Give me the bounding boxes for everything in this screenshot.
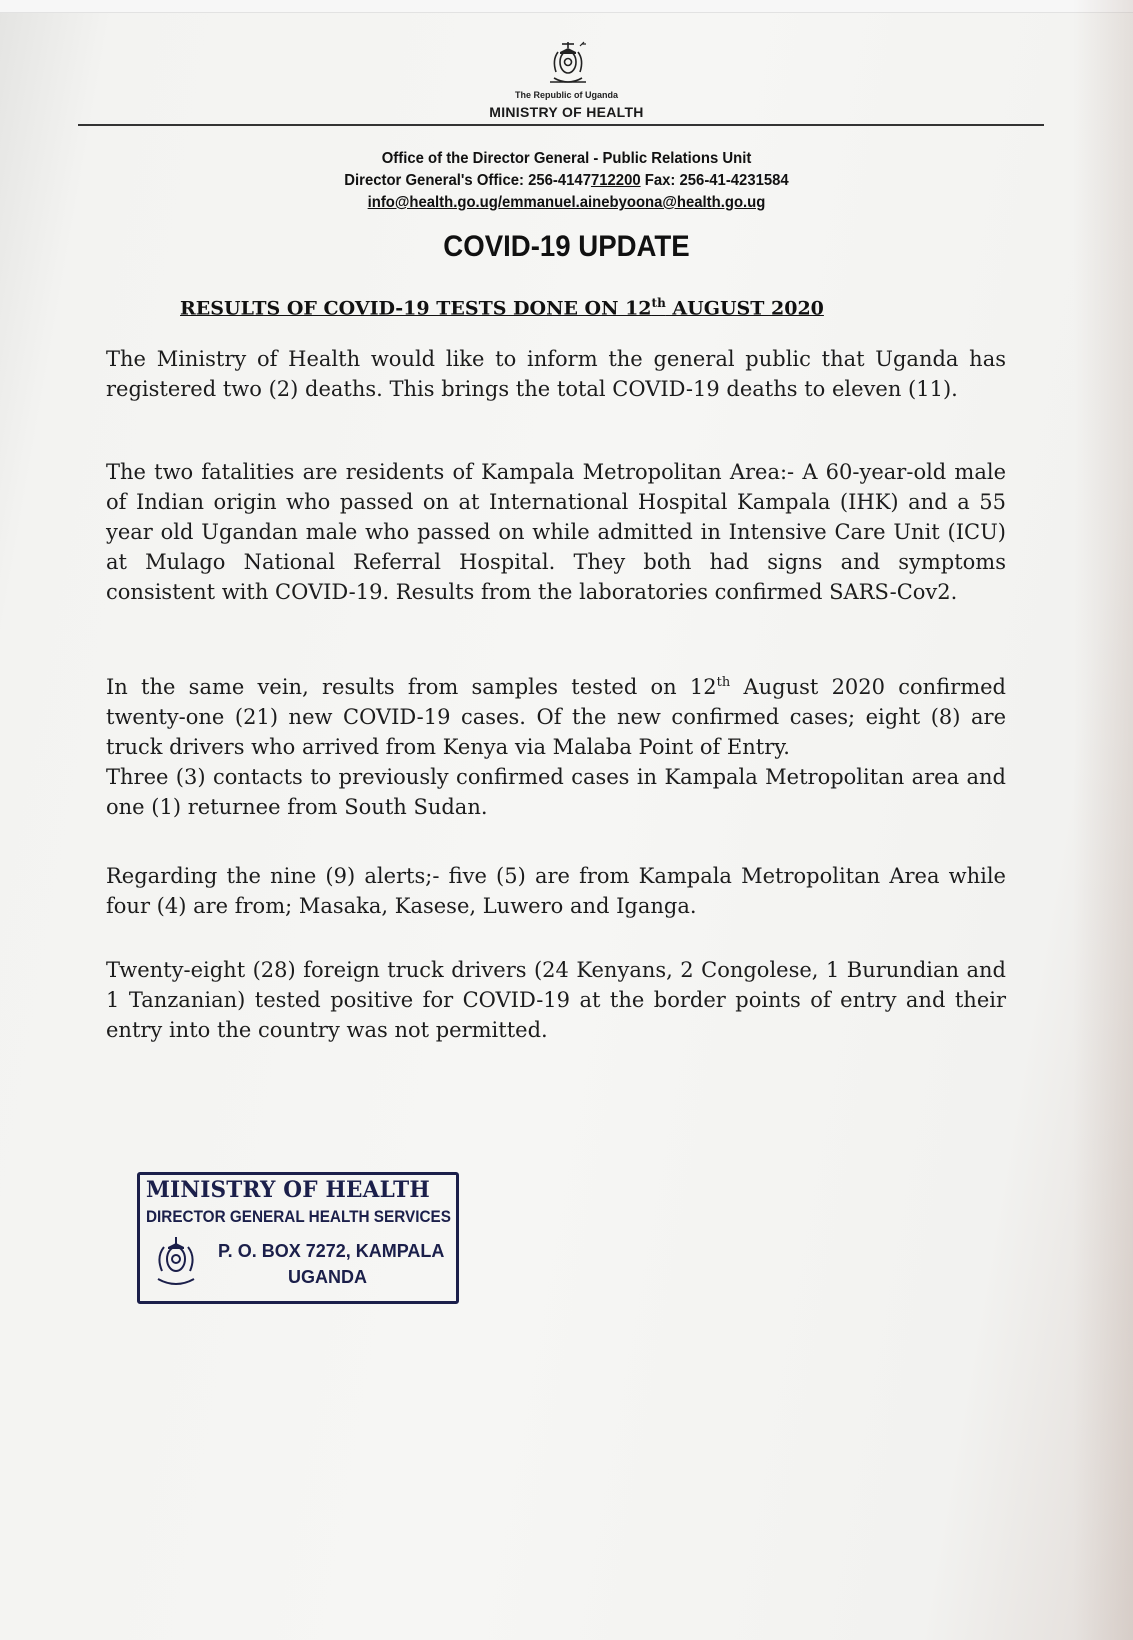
office-line: Office of the Director General - Public Relations Unit — [381, 150, 752, 167]
top-bar — [0, 0, 1133, 13]
paragraph-new-cases — [106, 672, 1006, 822]
stamp-ministry: MINISTRY OF HEALTH — [146, 1177, 430, 1203]
p3-prefix: In the same vein, results from samples tested on 12 — [106, 675, 717, 699]
paragraph-alerts: Regarding the nine (9) alerts;- five (5) are from Kampala Metropolitan Area while four (4) are from; Masaka, Kasese, Luwero and Iganga. — [106, 864, 1006, 918]
results-subtitle — [180, 296, 824, 319]
coat-of-arms-icon — [546, 38, 590, 90]
phone-line — [40, 170, 1094, 192]
subtitle-sup: th — [651, 296, 666, 310]
republic-label: The Republic of Uganda — [514, 90, 618, 100]
fax-number: Fax: 256-41-4231584 — [640, 172, 789, 189]
header-rule — [78, 124, 1044, 126]
p3-sup: th — [716, 675, 731, 690]
page-title: COVID-19 UPDATE — [443, 230, 690, 263]
paragraph-truck-drivers: Twenty-eight (28) foreign truck drivers (24 Kenyans, 2 Congolese, 1 Burundian and 1 Tanzanian) tested positive for COVID-19 at the border points of entry and their entry into the country was not permitted. — [106, 958, 1006, 1042]
stamp-coat-of-arms-icon — [150, 1233, 202, 1291]
subtitle-prefix: RESULTS OF COVID-19 TESTS DONE ON 12 — [180, 297, 652, 320]
subtitle-suffix: AUGUST 2020 — [665, 297, 824, 320]
p3-suffix: August 2020 confirmed twenty-one (21) new COVID-19 cases. Of the new confirmed cases; eight (8) are truck drivers who arrived from Kenya via Malaba Point of Entry. — [106, 675, 1006, 759]
paragraph-deaths: The Ministry of Health would like to inform the general public that Uganda has registered two (2) deaths. This brings the total COVID-19 deaths to eleven (11). — [106, 347, 1006, 401]
stamp-address: P. O. BOX 7272, KAMPALA — [218, 1241, 445, 1261]
paragraph-fatalities: The two fatalities are residents of Kampala Metropolitan Area:- A 60-year-old male of Indian origin who passed on at International Hospital Kampala (IHK) and a 55 year old Ugandan male who passed on while admitted in Intensive Care Unit (ICU) at Mulago National Referral Hospital. They both had signs and symptoms consistent with COVID-19. Results from the laboratories confirmed SARS-Cov2. — [106, 460, 1006, 604]
ministry-heading: MINISTRY OF HEALTH — [489, 104, 644, 120]
phone-underlined: 712200 — [590, 172, 641, 189]
email-links[interactable]: info@health.go.ug/emmanuel.ainebyoona@health.go.ug — [367, 194, 766, 211]
stamp-country: UGANDA — [288, 1267, 367, 1287]
p3-line2: Three (3) contacts to previously confirmed cases in Kampala Metropolitan area and one (1) returnee from South Sudan. — [106, 765, 1006, 819]
office-contact-block — [40, 148, 1094, 214]
phone-prefix: Director General's Office: 256-4147 — [344, 172, 591, 189]
stamp-director: DIRECTOR GENERAL HEALTH SERVICES — [146, 1207, 451, 1226]
official-stamp — [137, 1172, 459, 1304]
